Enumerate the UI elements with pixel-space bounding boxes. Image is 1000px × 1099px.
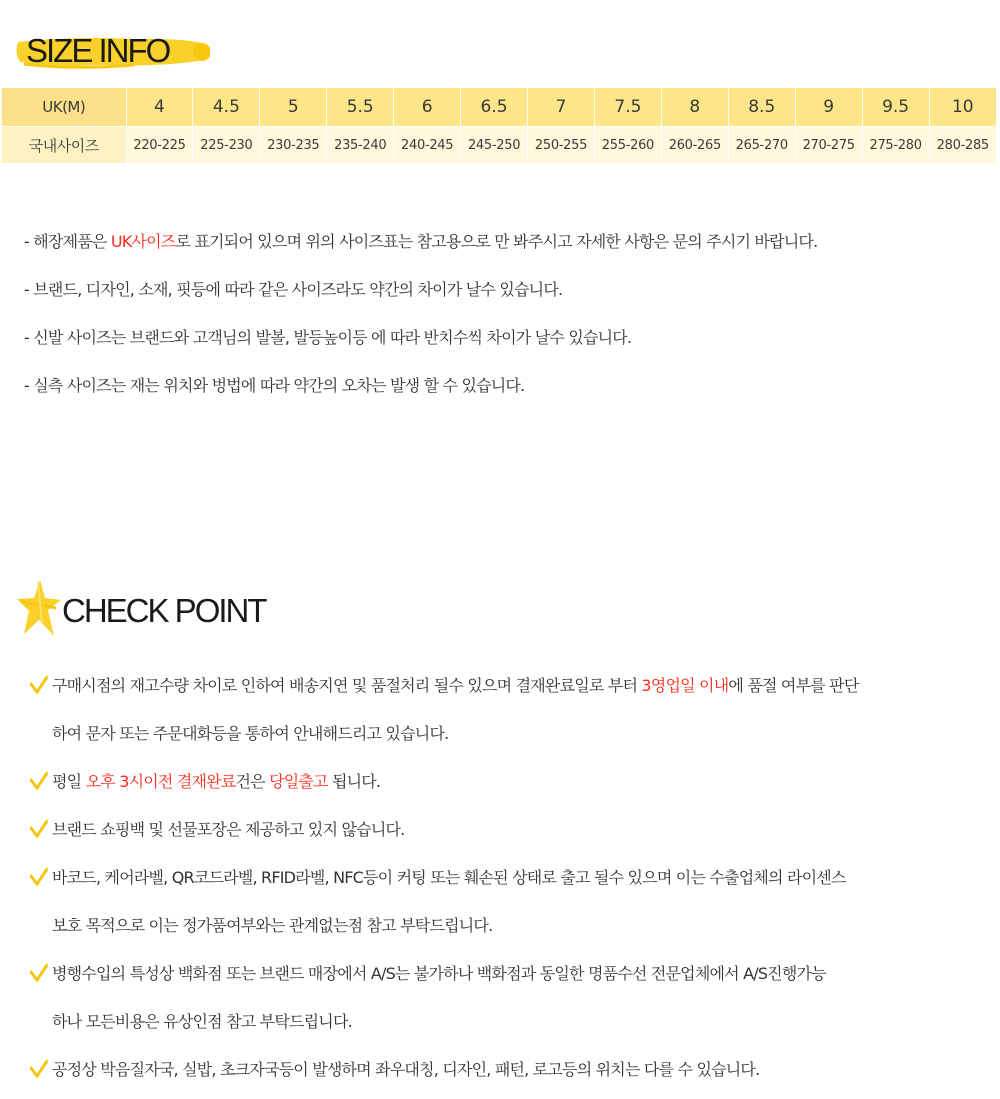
yellow-star <box>16 578 62 640</box>
check-item <box>30 854 990 950</box>
kr-size-cell: 275-280 <box>862 127 929 164</box>
row-header-kr: 국내사이즈 <box>2 127 126 164</box>
check-point-list <box>30 662 990 1094</box>
note-text: 로 표기되어 있으며 위의 사이즈표는 참고용으로 만 봐주시고 자세한 사항은 문의 주시기 바랍니다. <box>175 232 818 251</box>
uk-size-cell: 9.5 <box>862 88 929 127</box>
uk-size-row <box>2 88 996 127</box>
check-text: 됩니다. <box>327 772 381 791</box>
note-text: - 신발 사이즈는 브랜드와 고객님의 발볼, 발등높이등 에 따라 반치수씩 차이가 날수 있습니다. <box>24 328 632 347</box>
check-item <box>30 950 990 1046</box>
yellow-check-icon <box>30 772 48 790</box>
check-line <box>52 662 990 710</box>
yellow-check-icon <box>30 868 48 886</box>
size-table <box>2 88 996 163</box>
note-highlight: UK사이즈 <box>110 232 176 251</box>
check-text-continued: 하여 문자 또는 주문대화등을 통하여 안내해드리고 있습니다. <box>52 724 449 743</box>
check-text-continued: 하나 모든비용은 유상인점 참고 부탁드립니다. <box>52 1012 352 1031</box>
yellow-check-icon <box>30 820 48 838</box>
uk-size-cell: 5 <box>260 88 327 127</box>
uk-size-cell: 10 <box>929 88 996 127</box>
uk-size-cell: 5.5 <box>327 88 394 127</box>
kr-size-cell: 265-270 <box>728 127 795 164</box>
uk-size-cell: 6 <box>394 88 461 127</box>
kr-size-cell: 230-235 <box>260 127 327 164</box>
check-text: 브랜드 쇼핑백 및 선물포장은 제공하고 있지 않습니다. <box>52 820 405 839</box>
kr-size-cell: 245-250 <box>461 127 528 164</box>
note-text: - 브랜드, 디자인, 소재, 핏등에 따라 같은 사이즈라도 약간의 차이가 날수 있습니다. <box>24 280 563 299</box>
yellow-check-icon <box>30 964 48 982</box>
uk-size-cell: 6.5 <box>461 88 528 127</box>
check-text: 병행수입의 특성상 백화점 또는 브랜드 매장에서 A/S는 불가하나 백화점과 동일한 명품수선 전문업체에서 A/S진행가능 <box>52 964 826 983</box>
uk-size-cell: 4 <box>126 88 193 127</box>
kr-size-cell: 220-225 <box>126 127 193 164</box>
check-item <box>30 1046 990 1094</box>
kr-size-cell: 240-245 <box>394 127 461 164</box>
uk-size-cell: 9 <box>795 88 862 127</box>
kr-size-cell: 270-275 <box>795 127 862 164</box>
size-note <box>24 276 817 324</box>
kr-size-cell: 280-285 <box>929 127 996 164</box>
check-highlight: 당일출고 <box>269 772 328 791</box>
check-text: 공정상 박음질자국, 실밥, 초크자국등이 발생하며 좌우대칭, 디자인, 패턴, 로고등의 위치는 다를 수 있습니다. <box>52 1060 760 1079</box>
kr-size-cell: 235-240 <box>327 127 394 164</box>
check-line <box>52 758 990 806</box>
uk-size-cell: 8 <box>661 88 728 127</box>
size-note <box>24 228 817 276</box>
size-note <box>24 372 817 420</box>
uk-size-cell: 7.5 <box>594 88 661 127</box>
uk-size-cell: 7 <box>528 88 595 127</box>
note-text: - 실측 사이즈는 재는 위치와 벙법에 따라 약간의 오차는 발생 할 수 있습니다. <box>24 376 525 395</box>
size-info-title: SIZE INFO <box>26 32 170 69</box>
uk-size-cell: 4.5 <box>193 88 260 127</box>
check-highlight: 3영업일 이내 <box>641 676 729 695</box>
yellow-check-icon <box>30 676 48 694</box>
check-point-title: CHECK POINT <box>62 592 266 629</box>
size-notes <box>24 228 817 420</box>
kr-size-cell: 250-255 <box>528 127 595 164</box>
kr-size-cell: 255-260 <box>594 127 661 164</box>
check-text: 평일 <box>52 772 86 791</box>
check-text: 구매시점의 재고수량 차이로 인하여 배송지연 및 품절처리 될수 있으며 결재완료일로 부터 <box>52 676 642 695</box>
check-text: 에 품절 여부를 판단 <box>728 676 859 695</box>
yellow-check-icon <box>30 1060 48 1078</box>
check-item <box>30 806 990 854</box>
check-text-continued: 보호 목적으로 이는 정가품여부와는 관계없는점 참고 부탁드립니다. <box>52 916 493 935</box>
check-text: 바코드, 케어라벨, QR코드라벨, RFID라벨, NFC등이 커팅 또는 훼손된 상태로 출고 될수 있으며 이는 수출업체의 라이센스 <box>52 868 846 887</box>
check-highlight: 오후 3시이전 결재완료 <box>85 772 236 791</box>
check-item <box>30 758 990 806</box>
kr-size-row <box>2 127 996 164</box>
kr-size-cell: 260-265 <box>661 127 728 164</box>
note-text: - 해장제품은 <box>24 232 111 251</box>
uk-size-cell: 8.5 <box>728 88 795 127</box>
row-header-uk: UK(M) <box>2 88 126 127</box>
check-text: 건은 <box>235 772 270 791</box>
check-item <box>30 662 990 758</box>
kr-size-cell: 225-230 <box>193 127 260 164</box>
size-note <box>24 324 817 372</box>
